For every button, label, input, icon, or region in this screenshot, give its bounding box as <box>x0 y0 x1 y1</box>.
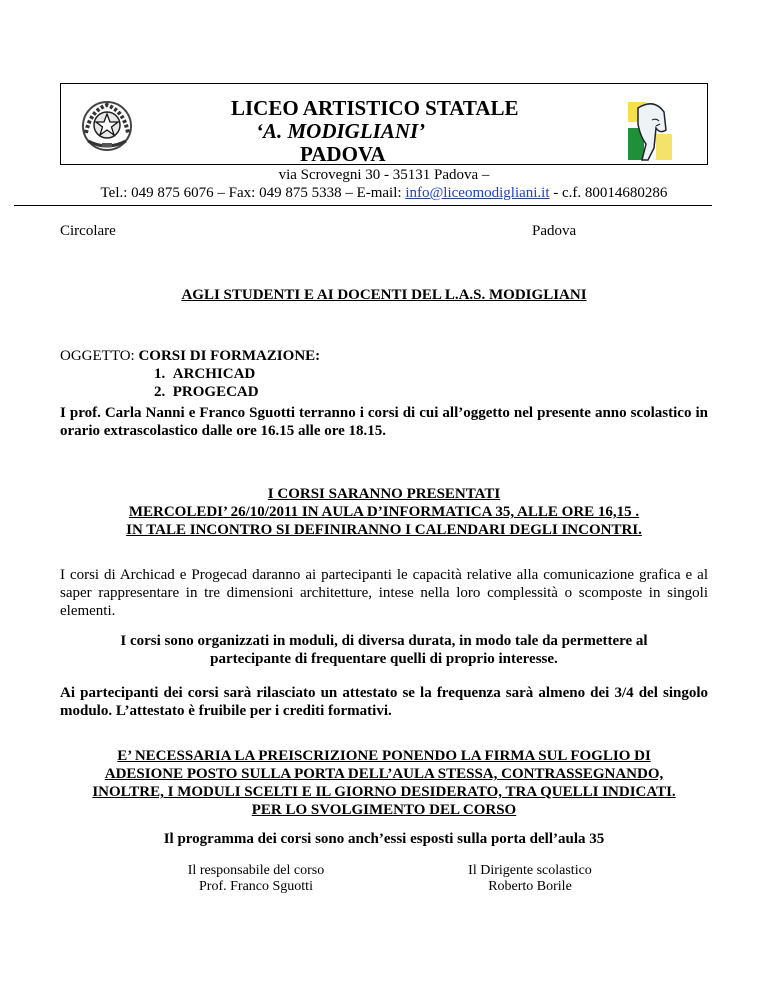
intro-paragraph: I prof. Carla Nanni e Franco Sguotti terranno i corsi di cui all’oggetto nel presente anno scolastico in orario extrascolastico dalle ore 16.15 alle ore 18.15. <box>60 405 708 439</box>
signer1-role: Il responsabile del corso <box>187 863 325 878</box>
subject-line <box>60 347 320 365</box>
subject-label: OGGETTO: <box>60 348 139 364</box>
program-note: Il programma dei corsi sono anch’essi esposti sulla porta dell’aula 35 <box>163 831 605 847</box>
presentation-line-1: I CORSI SARANNO PRESENTATI <box>267 486 501 502</box>
fiscal-code: - c.f. 80014680286 <box>549 185 668 201</box>
italian-republic-emblem-icon <box>80 99 134 153</box>
signer2-role: Il Dirigente scolastico <box>468 863 592 878</box>
registration-line-1: E’ NECESSARIA LA PREISCRIZIONE PONENDO LA FIRMA SUL FOGLIO DI <box>117 748 651 764</box>
subject-item-2-text: PROGECAD <box>172 384 259 400</box>
school-city: PADOVA <box>300 142 386 166</box>
school-contacts <box>14 185 754 202</box>
modules-line-2: partecipante di frequentare quelli di proprio interesse. <box>210 651 558 667</box>
contact-phone-fax: Tel.: 049 875 6076 – Fax: 049 875 5338 – E-mail: <box>100 185 406 201</box>
registration-line-3: INOLTRE, I MODULI SCELTI E IL GIORNO DESIDERATO, TRA QUELLI INDICATI. <box>92 784 676 800</box>
certificate-paragraph: Ai partecipanti dei corsi sarà rilasciato un attestato se la frequenza sarà almeno dei 3/4 del singolo modulo. L’attestato è fruibile per i crediti formativi. <box>60 685 708 719</box>
registration-line-2: ADESIONE POSTO SULLA PORTA DELL’AULA STESSA, CONTRASSEGNANDO, <box>104 766 664 782</box>
email-link[interactable]: info@liceomodigliani.it <box>405 185 550 201</box>
subject-title: CORSI DI FORMAZIONE: <box>138 348 321 364</box>
place-label: Padova <box>532 223 577 239</box>
registration-line-4: PER LO SVOLGIMENTO DEL CORSO <box>251 802 517 818</box>
school-name-line2: ‘A. MODIGLIANI’ <box>256 119 426 143</box>
header-rule <box>14 205 712 206</box>
description-paragraph: I corsi di Archicad e Progecad daranno ai partecipanti le capacità relative alla comunicazione grafica e al saper rappresentare in tre dimensioni architetture, intese nella loro complessità o scomposte in singoli elementi. <box>60 567 708 619</box>
presentation-line-3: IN TALE INCONTRO SI DEFINIRANNO I CALENDARI DEGLI INCONTRI. <box>126 522 642 538</box>
circular-label: Circolare <box>60 223 116 239</box>
subject-item-1: 1. ARCHICAD <box>154 366 256 382</box>
presentation-line-2: MERCOLEDI’ 26/10/2011 IN AULA D’INFORMATICA 35, ALLE ORE 16,15 . <box>128 504 640 520</box>
signer1-name: Prof. Franco Sguotti <box>199 879 313 894</box>
recipients-heading: AGLI STUDENTI E AI DOCENTI DEL L.A.S. MODIGLIANI <box>181 287 587 303</box>
school-name-line1: LICEO ARTISTICO STATALE <box>231 96 519 120</box>
subject-item-1-text: ARCHICAD <box>172 366 256 382</box>
modules-line-1: I corsi sono organizzati in moduli, di diversa durata, in modo tale da permettere al <box>120 633 648 649</box>
signer2-name: Roberto Borile <box>488 879 572 894</box>
subject-item-2: 2. PROGECAD <box>154 384 259 400</box>
modigliani-head-logo-icon <box>626 100 674 162</box>
school-address: via Scrovegni 30 - 35131 Padova – <box>278 167 490 183</box>
